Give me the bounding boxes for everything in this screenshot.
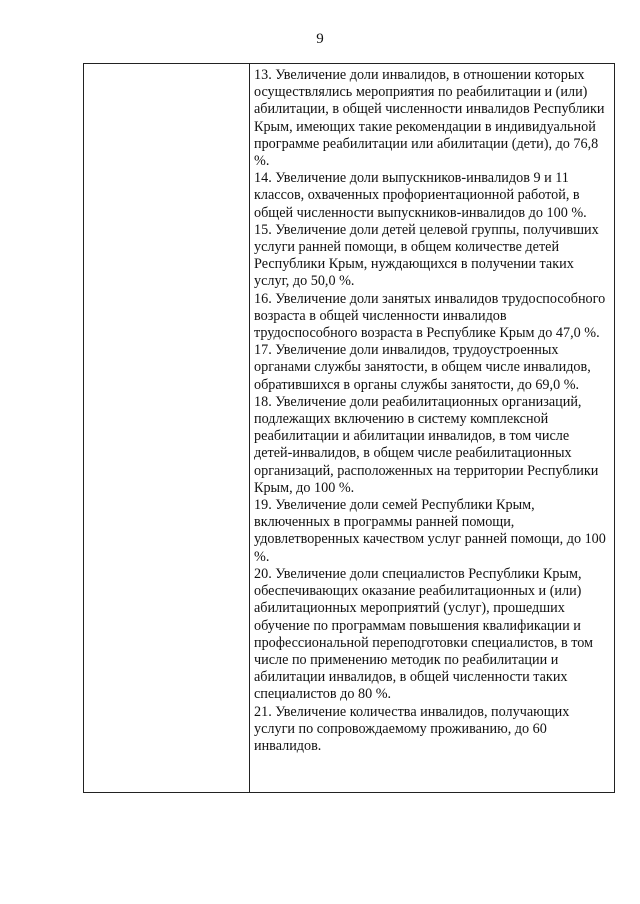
table-right-cell	[250, 64, 614, 792]
indicators-table	[83, 63, 615, 793]
page-number: 9	[316, 31, 324, 47]
indicator-item-20: 20. Увеличение доли специалистов Республики Крым, обеспечивающих оказание реабилитационных и (или) абилитационных мероприятий (услуг), прошедших обучение по программам повышения квалификации и профессиональной переподготовки специалистов, в том числе по применению методик по реабилитации и абилитации инвалидов, в общей численности таких специалистов до 80 %.	[254, 565, 594, 703]
indicator-item-17: 17. Увеличение доли инвалидов, трудоустроенных органами службы занятости, в общем числе инвалидов, обратившихся в органы службы занятости, до 69,0 %.	[254, 342, 591, 393]
indicator-item-18: 18. Увеличение доли реабилитационных организаций, подлежащих включению в систему комплексной реабилитации и абилитации инвалидов, в том числе детей-инвалидов, в общем числе реабилитационных организаций, расположенных на территории Республики Крым, до 100 %.	[254, 393, 599, 496]
indicator-item-21: 21. Увеличение количества инвалидов, получающих услуги по сопровождаемому проживанию, до 60 инвалидов.	[254, 703, 570, 754]
table-left-cell	[84, 64, 250, 792]
indicator-item-15: 15. Увеличение доли детей целевой группы, получивших услуги ранней помощи, в общем количестве детей Республики Крым, нуждающихся в получении таких услуг, до 50,0 %.	[254, 221, 599, 290]
indicator-item-14: 14. Увеличение доли выпускников-инвалидов 9 и 11 классов, охваченных профориентационной работой, в общей численности выпускников-инвалидов до 100 %.	[254, 170, 587, 221]
indicator-item-19: 19. Увеличение доли семей Республики Крым, включенных в программы ранней помощи, удовлетворенных качеством услуг ранней помощи, до 100 %.	[254, 497, 606, 565]
indicator-item-16: 16. Увеличение доли занятых инвалидов трудоспособного возраста в общей численности инвалидов трудоспособного возраста в Республике Крым до 47,0 %.	[254, 290, 606, 342]
indicator-item-13: 13. Увеличение доли инвалидов, в отношении которых осуществлялись мероприятия по реабилитации и (или) абилитации, в общей численности инвалидов Республики Крым, имеющих такие рекомендации в индивидуальной программе реабилитации или абилитации (дети), до 76,8 %.	[254, 67, 605, 170]
